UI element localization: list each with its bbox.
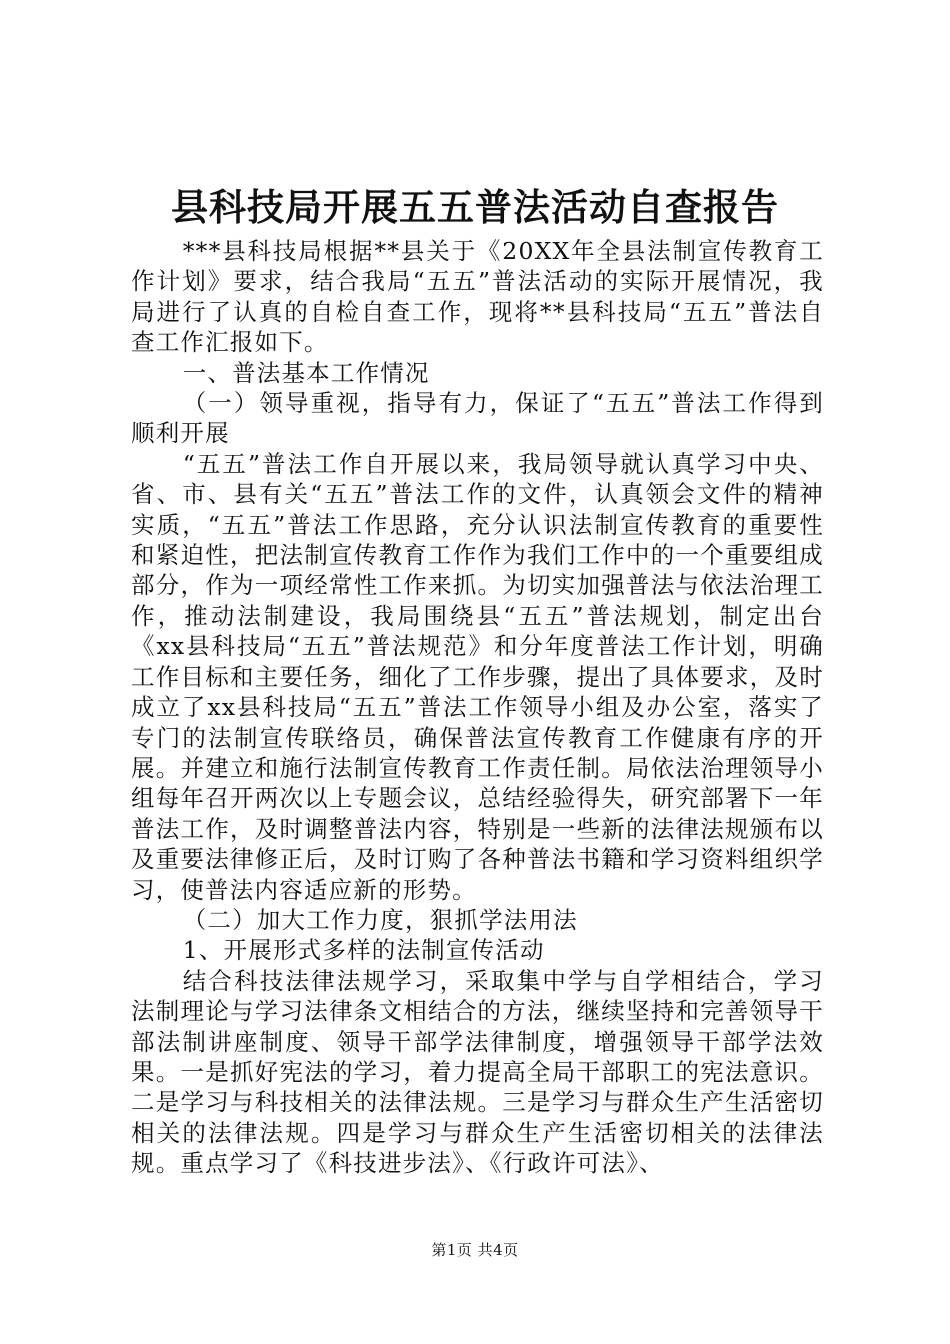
item-heading-1: 1、开展形式多样的法制宣传活动 [182,936,545,965]
subsection-heading-2: （二）加大工作力度，狠抓学法用法 [182,905,578,934]
body-paragraph: 结合科技法律法规学习，采取集中学与自学相结合，学习法制理论与学习法律条文相结合的方法，继续坚持和完善领导干部法制讲座制度、领导干部学法律制度，增强领导干部学法效果。一是抓好宪法的学习，着力提高全局干部职工的宪法意识。二是学习与科技相关的法律法规。三是学习与群众生产生活密切相关的法律法规。四是学习与群众生产生活密切相关的法律法规。重点学习了《科技进步法》、《行政许可法》、 [131,966,824,1178]
intro-paragraph: ***县科技局根据**县关于《20XX年全县法制宣传教育工作计划》要求，结合我局“五五”普法活动的实际开展情况，我局进行了认真的自检自查工作，现将**县科技局“五五”普法自查工作汇报如下。 [131,237,824,357]
body-paragraph: “五五”普法工作自开展以来，我局领导就认真学习中央、省、市、县有关“五五”普法工作的文件，认真领会文件的精神实质，“五五”普法工作思路，充分认识法制宣传教育的重要性和紧迫性，把法制宣传教育工作作为我们工作中的一个重要组成部分，作为一项经常性工作来抓。为切实加强普法与依法治理工作，推动法制建设，我局围绕县“五五”普法规划，制定出台《xx县科技局“五五”普法规范》和分年度普法工作计划，明确工作目标和主要任务，细化了工作步骤，提出了具体要求，及时成立了xx县科技局“五五”普法工作领导小组及办公室，落实了专门的法制宣传联络员，确保普法宣传教育工作健康有序的开展。并建立和施行法制宣传教育工作责任制。局依法治理领导小组每年召开两次以上专题会议，总结经验得失，研究部署下一年普法工作，及时调整普法内容，特别是一些新的法律法规颁布以及重要法律修正后，及时订购了各种普法书籍和学习资料组织学习，使普法内容适应新的形势。 [131,449,824,904]
section-heading-1: 一、普法基本工作情况 [182,358,430,387]
subsection-heading-1: （一）领导重视，指导有力，保证了“五五”普法工作得到顺利开展 [131,389,824,448]
document-body [131,236,824,1179]
document-title: 县科技局开展五五普法活动自查报告 [171,185,779,229]
page-footer: 第1页 共4页 [431,1241,519,1259]
